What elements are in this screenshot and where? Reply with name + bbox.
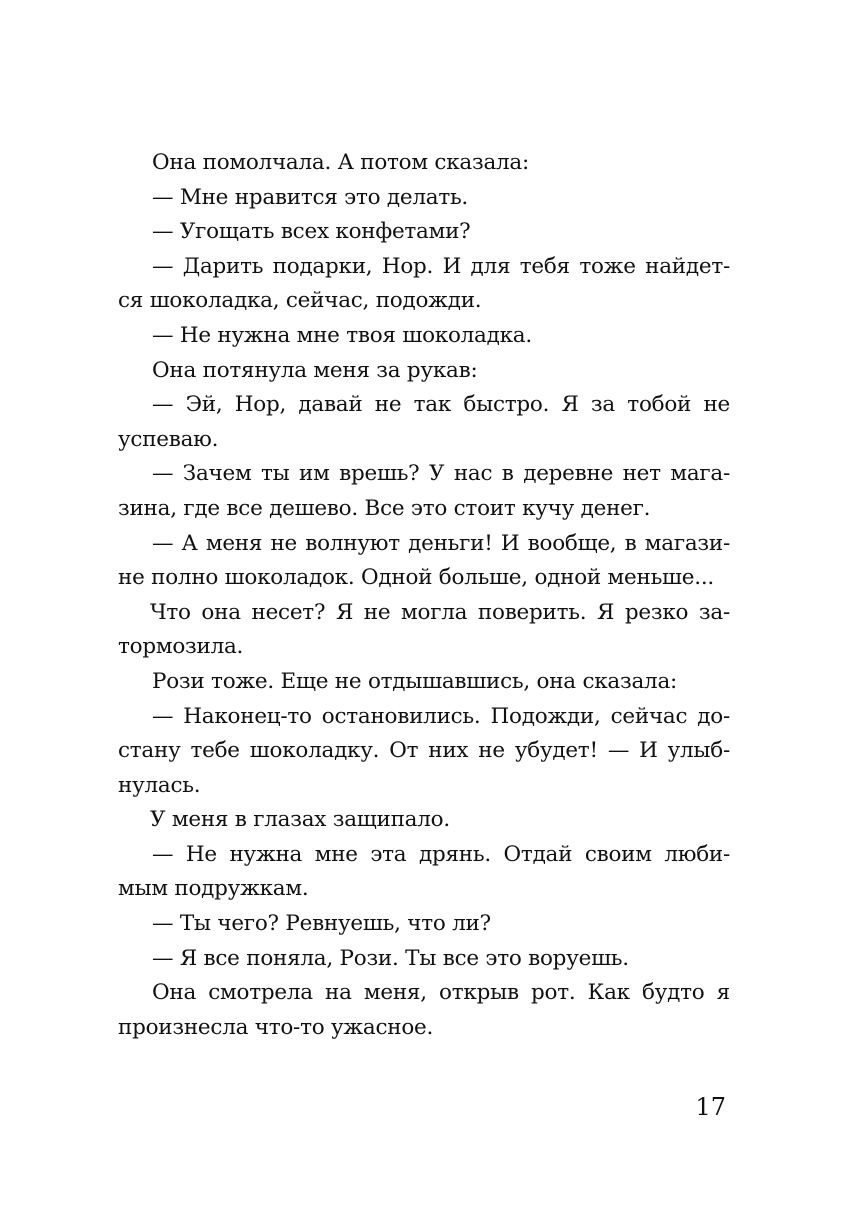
text-line: — Мне нравится это делать.: [152, 184, 468, 210]
text-line: ся шоколадка, сейчас, подожди.: [118, 288, 482, 314]
text-line: стану тебе шоколадку. От них не убудет! — И улыб-: [118, 738, 730, 764]
text-line: — Я все поняла, Рози. Ты все это воруешь.: [152, 945, 629, 971]
text-line: Рози тоже. Еще не отдышавшись, она сказала:: [152, 668, 678, 694]
page-number: 17: [695, 1093, 726, 1121]
text-line: — Дарить подарки, Нор. И для тебя тоже найдет-: [152, 253, 730, 279]
body-text: [118, 146, 730, 1045]
text-line: — Не нужна мне эта дрянь. Отдай своим люби-: [152, 841, 730, 867]
text-line: Что она несет? Я не могла поверить. Я резко за-: [150, 599, 730, 625]
text-line: нулась.: [118, 772, 201, 798]
text-line: Она потянула меня за рукав:: [152, 357, 478, 383]
text-line: Она смотрела на меня, открыв рот. Как будто я: [152, 980, 730, 1006]
text-line: — Эй, Нор, давай не так быстро. Я за тобой не: [152, 392, 730, 418]
text-line: не полно шоколадок. Одной больше, одной меньше...: [118, 565, 715, 591]
text-line: тормозила.: [118, 634, 244, 660]
text-line: произнесла что-то ужасное.: [118, 1014, 434, 1040]
text-line: мым подружкам.: [118, 876, 309, 902]
text-line: — Угощать всех конфетами?: [152, 219, 471, 245]
text-line: успеваю.: [118, 426, 219, 452]
text-line: — Наконец-то остановились. Подожди, сейчас до-: [152, 703, 730, 729]
text-line: Она помолчала. А потом сказала:: [152, 150, 529, 175]
text-line: У меня в глазах защипало.: [150, 807, 450, 833]
text-line: — Не нужна мне твоя шоколадка.: [152, 322, 532, 348]
text-line: — Зачем ты им врешь? У нас в деревне нет мага-: [152, 461, 730, 487]
text-line: — А меня не волнуют деньги! И вообще, в магази-: [152, 530, 730, 556]
text-line: — Ты чего? Ревнуешь, что ли?: [152, 911, 491, 937]
text-line: зина, где все дешево. Все это стоит кучу денег.: [118, 495, 651, 521]
